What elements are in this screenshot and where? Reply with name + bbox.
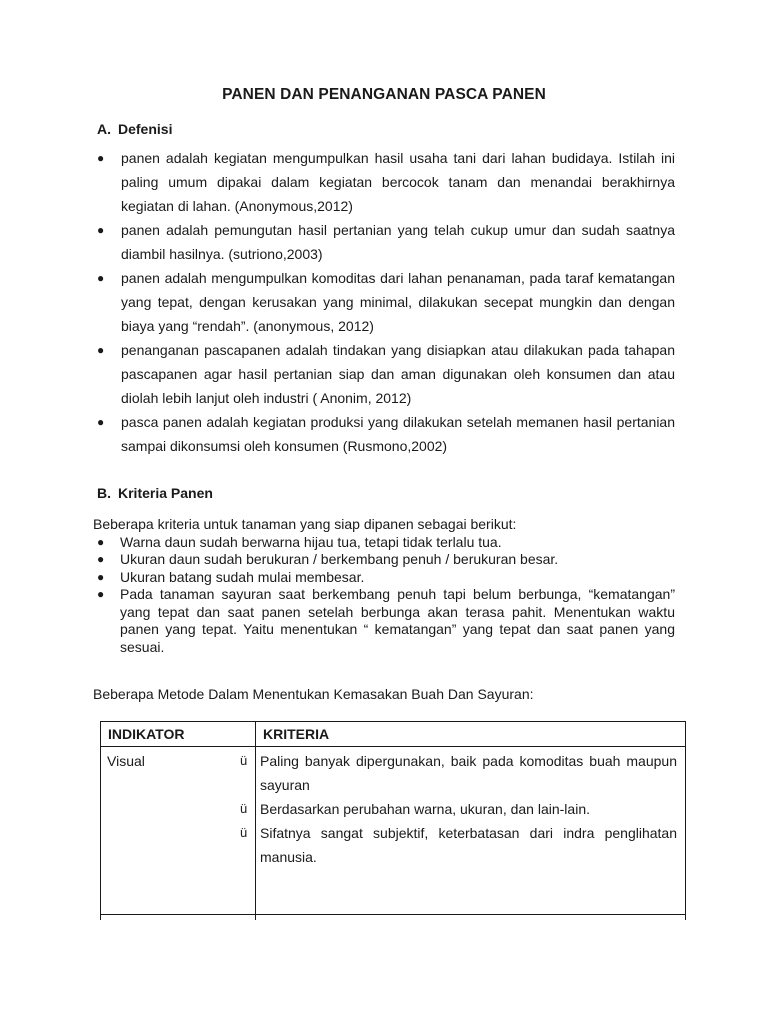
definition-item: ● panen adalah mengumpulkan komoditas dari lahan penanaman, pada taraf kematangan yang tepat, dengan kerusakan yang minimal, dilakukan secepat mungkin dan dengan biaya yang “rendah”. (anonymous, 2012) <box>97 266 675 338</box>
page-bottom-margin <box>100 920 700 1024</box>
section-a-letter: A. <box>97 121 111 137</box>
section-a-title: Defenisi <box>118 121 173 137</box>
definition-item: ● panen adalah pemungutan hasil pertanian yang telah cukup umur dan sudah saatnya diambil hasilnya. (sutriono,2003) <box>97 218 675 266</box>
method-heading: Beberapa Metode Dalam Menentukan Kemasakan Buah Dan Sayuran: <box>93 686 534 702</box>
kriteria-item: ü Sifatnya sangat subjektif, keterbatasan dari indra penglihatan manusia. <box>256 821 677 869</box>
table-header-row <box>101 722 686 747</box>
checkmark-icon: ü <box>240 801 248 816</box>
kriteria-cell <box>240 747 686 915</box>
definition-list <box>97 146 675 458</box>
checkmark-icon: ü <box>240 825 248 840</box>
bullet-icon: ● <box>97 151 105 165</box>
table-row <box>101 747 686 915</box>
definition-item: ● penanganan pascapanen adalah tindakan yang disiapkan atau dilakukan pada tahapan pascapanen agar hasil pertanian siap dan aman digunakan oleh konsumen dan atau diolah lebih lanjut oleh industri ( Anonim, 2012) <box>97 338 675 410</box>
criteria-block <box>93 516 675 656</box>
criteria-list <box>93 534 675 657</box>
bullet-icon: ● <box>97 343 105 357</box>
indikator-cell: Visual <box>101 747 256 915</box>
bullet-icon: ● <box>97 587 105 601</box>
header-indikator: INDIKATOR <box>101 722 256 747</box>
header-kriteria: KRITERIA <box>256 722 686 747</box>
criteria-item: ● Ukuran batang sudah mulai membesar. <box>97 568 365 585</box>
section-b-letter: B. <box>97 485 111 501</box>
checkmark-icon: ü <box>240 753 248 768</box>
kriteria-item: ü Paling banyak dipergunakan, baik pada komoditas buah maupun sayuran <box>256 749 677 797</box>
definition-item: ● pasca panen adalah kegiatan produksi yang dilakukan setelah memanen hasil pertanian sampai dikonsumsi oleh konsumen (Rusmono,2002) <box>97 410 675 458</box>
criteria-intro: Beberapa kriteria untuk tanaman yang siap dipanen sebagai berikut: <box>93 516 517 532</box>
bullet-icon: ● <box>97 569 105 584</box>
bullet-icon: ● <box>97 534 105 549</box>
bullet-icon: ● <box>97 552 105 566</box>
bullet-icon: ● <box>97 223 105 237</box>
definition-item: ● panen adalah kegiatan mengumpulkan hasil usaha tani dari lahan budidaya. Istilah ini paling umum dipakai dalam kegiatan bercocok tanam dan menandai berakhirnya kegiatan di lahan. (Anonymous,2012) <box>97 146 675 218</box>
section-a-heading <box>97 121 172 137</box>
kriteria-item: ü Berdasarkan perubahan warna, ukuran, dan lain-lain. <box>256 797 677 821</box>
page-title: PANEN DAN PENANGANAN PASCA PANEN <box>222 86 546 103</box>
section-b-title: Kriteria Panen <box>118 485 213 501</box>
bullet-icon: ● <box>97 415 105 429</box>
section-b-heading <box>97 485 213 501</box>
criteria-item: ● Ukuran daun sudah berukuran / berkembang penuh / berukuran besar. <box>97 551 559 567</box>
criteria-item: ● Pada tanaman sayuran saat berkembang penuh tapi belum berbunga, “kematangan” yang tepat dan saat panen setelah berbunga akan terasa pahit. Menentukan waktu panen yang tepat. Yaitu menentukan “ kematangan” yang tepat dan saat panen yang sesuai. <box>97 586 675 655</box>
criteria-item: ● Warna daun sudah berwarna hijau tua, tetapi tidak terlalu tua. <box>97 533 502 550</box>
bullet-icon: ● <box>97 271 105 285</box>
